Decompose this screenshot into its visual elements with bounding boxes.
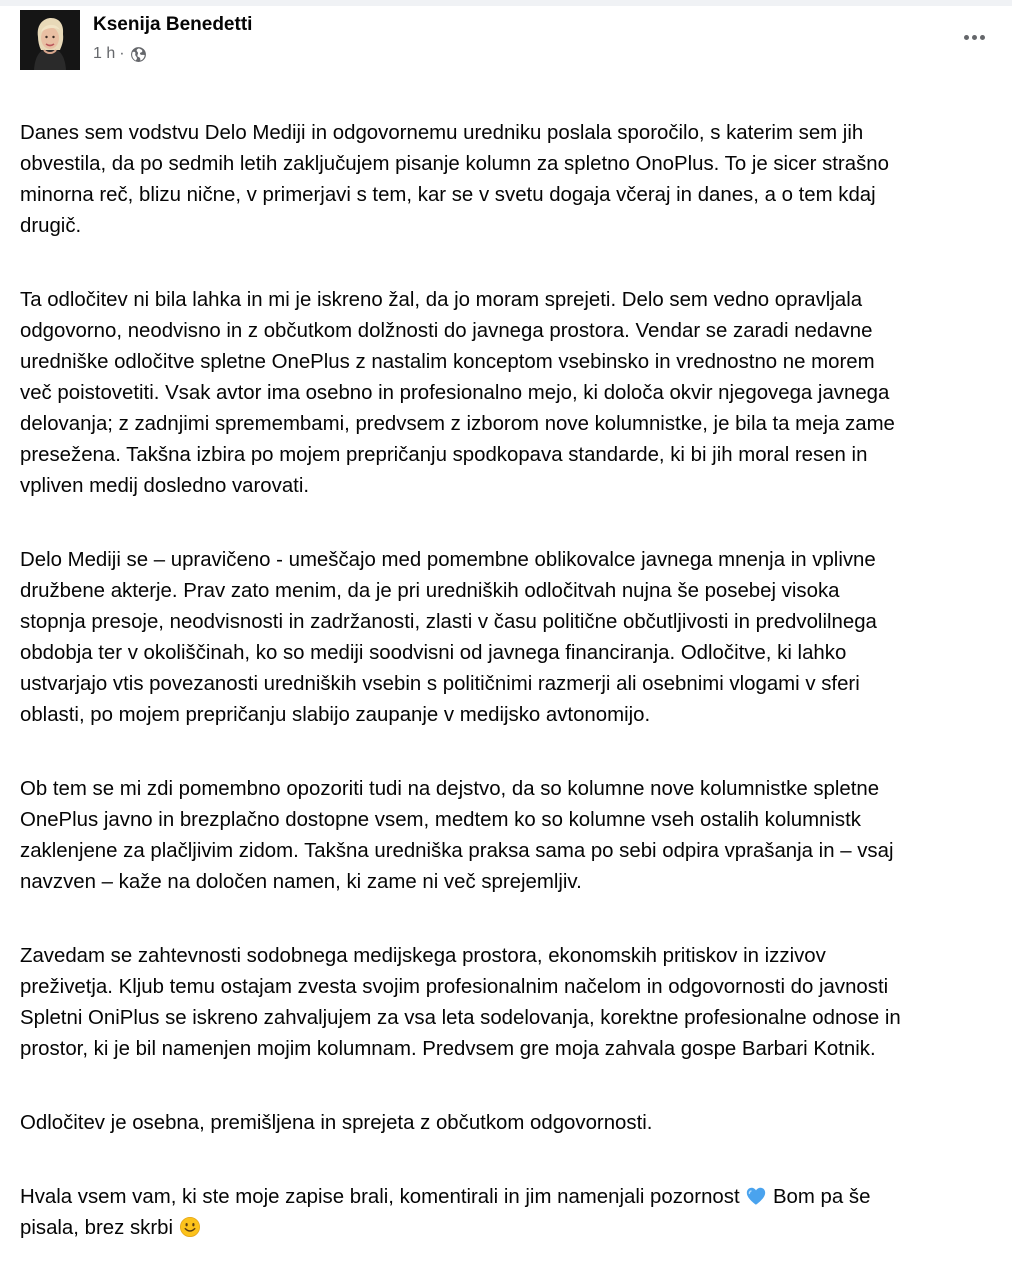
author-name[interactable]: Ksenija Benedetti — [93, 14, 253, 35]
blue-heart-icon — [745, 1185, 767, 1207]
post-paragraph: Odločitev je osebna, premišljena in sprejeta z občutkom odgovornosti. — [20, 1112, 653, 1134]
meta-separator: · — [119, 45, 125, 62]
post-text — [20, 87, 1000, 1287]
post-paragraph: Ob tem se mi zdi pomembno opozoriti tudi na dejstvo, da so kolumne nove kolumnistke spletne OnePlus javno in brezplačno dostopne vsem, medtem ko so kolumne vseh ostalih kolumnistk zaklenjene za plačljivim zidom. Takšna uredniška praksa sama po sebi odpira vprašanja in – vsaj navzven – kaže na določen namen, ki zame ni več sprejemljiv. — [20, 778, 894, 893]
post-paragraph-closing — [20, 1182, 1000, 1244]
more-dot — [964, 35, 969, 40]
author-avatar[interactable] — [20, 10, 80, 70]
closing-text-part1: Hvala vsem vam, ki ste moje zapise brali, komentirali in jim namenjali pozornost — [20, 1186, 746, 1208]
feed-background-strip — [0, 0, 1012, 6]
post-paragraph: Danes sem vodstvu Delo Mediji in odgovornemu uredniku poslala sporočilo, s katerim sem jih obvestila, da po sedmih letih zaključujem pisanje kolumn za spletno OnoPlus. To je sicer strašno minorna reč, blizu nične, v primerjavi s tem, kar se v svetu dogaja včeraj in danes, a o tem kdaj drugič. — [20, 122, 889, 237]
post-timestamp[interactable]: 1 h — [93, 45, 116, 62]
closing-text-part2: Bom pa še pisala, brez skrbi — [20, 1186, 871, 1239]
more-dot — [980, 35, 985, 40]
smiling-face-icon — [179, 1216, 201, 1238]
post-meta — [93, 45, 147, 63]
post-header — [20, 10, 992, 72]
avatar-portrait-icon — [20, 10, 80, 70]
post-paragraph: Delo Mediji se – upravičeno - umeščajo med pomembne oblikovalce javnega mnenja in vplivne družbene akterje. Prav zato menim, da je pri uredniških odločitvah nujna še posebej visoka stopnja presoje, neodvisnosti in zadržanosti, zlasti v času politične občutljivosti in predvolilnega obdobja ter v okoliščinah, ko so mediji soodvisni od javnega financiranja. Odločitve, ki lahko ustvarjajo vtis povezanosti uredniških vsebin s političnimi razmerji ali osebnimi vlogami v sferi oblasti, po mojem prepričanju slabijo zaupanje v medijsko avtonomijo. — [20, 549, 877, 726]
more-options-button[interactable] — [956, 22, 992, 52]
post-paragraph: Ta odločitev ni bila lahka in mi je iskreno žal, da jo moram sprejeti. Delo sem vedno opravljala odgovorno, neodvisno in z občutkom dolžnosti do javnega prostora. Vendar se zaradi nedavne uredniške odločitve spletne OnePlus z nastalim konceptom vsebinsko in vrednostno ne morem več poistovetiti. Vsak avtor ima osebno in profesionalno mejo, ki določa okvir njegovega javnega delovanja; z zadnjimi spremembami, predvsem z izborom nove kolumnistke, je bila ta meja zame presežena. Takšna izbira po mojem prepričanju spodkopava standarde, ki bi jih moral resen in vpliven medij dosledno varovati. — [20, 289, 895, 497]
globe-icon[interactable] — [130, 46, 147, 63]
post-paragraph: Zavedam se zahtevnosti sodobnega medijskega prostora, ekonomskih pritiskov in izzivov preživetja. Kljub temu ostajam zvesta svojim profesionalnim načelom in odgovornosti do javnosti Spletni OniPlus se iskreno zahvaljujem za vsa leta sodelovanja, korektne profesionalne odnose in prostor, ki je bil namenjen mojim kolumnam. Predvsem gre moja zahvala gospe Barbari Kotnik. — [20, 945, 901, 1060]
more-dot — [972, 35, 977, 40]
